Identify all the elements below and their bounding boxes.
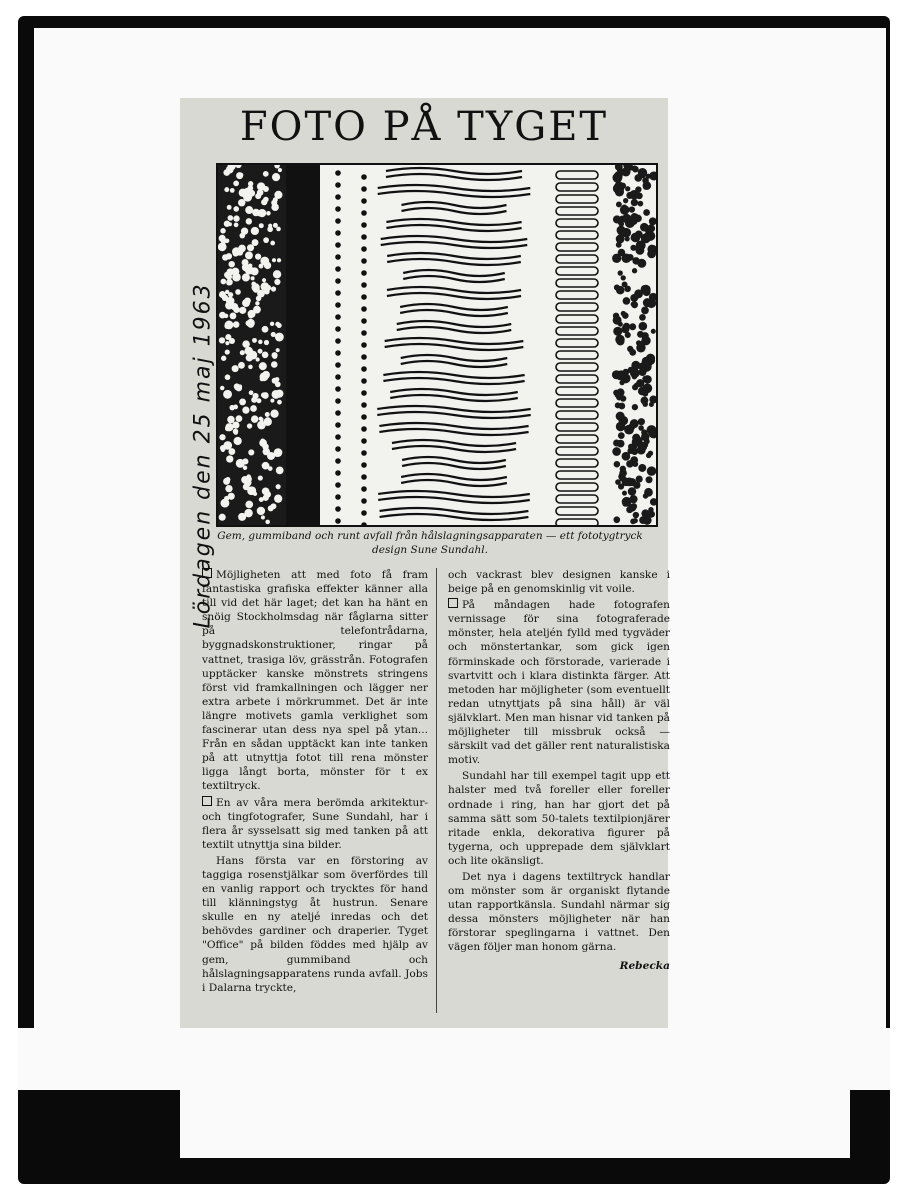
paragraph xyxy=(202,796,428,852)
tape-bottom-inner xyxy=(180,1088,850,1158)
paragraph-text: En av våra mera berömda arkitektur- och tingfotografer, Sune Sundahl, har i flera år sysselsatt sig med tanken på att textilt utnyttja sina bilder. xyxy=(202,796,428,851)
paragraph-text: På måndagen hade fotografen vernissage för sina fotograferade mönster, hela ateljén fylld med tygväder och mönstertankar, som gick igen förminskade och förstorade, varierade i svartvitt och i klara distinkta färger. Att metoden har möjligheter (som eventuellt redan utnyttjats på sina håll) är väl självklart. Men man hisnar vid tanken på möjligheter till missbruk också — särskilt vad det gäller rent naturalistiska motiv. xyxy=(448,599,670,767)
article-column-left xyxy=(202,568,428,997)
paragraph: Hans första var en förstoring av taggiga rosenstjälkar som överfördes till en vanlig rapport och trycktes för hand till klänningstyg åt hustrun. Senare skulle en ny ateljé inredas och det behövdes gardiner och draperier. Tyget "Office" på bilden föddes med hjälp av gem, gummiband och hålslagningsapparatens runda avfall. Jobs i Dalarna tryckte, xyxy=(202,854,428,994)
fabric-pattern-photo xyxy=(216,163,658,527)
fabric-pattern-image xyxy=(218,165,656,525)
paragraph: och vackrast blev designen kanske i beige på en genomskinlig vit voile. xyxy=(448,569,670,596)
headline: FOTO PÅ TYGET xyxy=(239,104,609,150)
newspaper-clipping xyxy=(180,98,668,1028)
square-bullet-icon xyxy=(202,568,212,578)
column-divider xyxy=(436,568,437,1013)
square-bullet-icon xyxy=(448,598,458,608)
tape-left xyxy=(34,28,180,1088)
handwritten-date: Lördagen den 25 maj 1963 xyxy=(190,282,216,629)
paragraph: Det nya i dagens textiltryck handlar om mönster som är organiskt flytande utan rapportkänsla. Sundahl närmar sig dessa mönsters möjligheter när han förstorar speglingarna i vattnet. Den vägen följer man honom gärna. xyxy=(448,870,670,954)
paragraph xyxy=(448,598,670,767)
author-signature: Rebecka xyxy=(619,959,670,972)
tape-bottom xyxy=(18,1028,890,1090)
paragraph: Sundahl har till exempel tagit upp ett halster med två foreller eller foreller ordnade i ring, han har gjort det på samma sätt som 50-talets textilpionjärer ritade enkla, dekorativa figurer på tygerna, och upprepade dem självklart och lite okänsligt. xyxy=(448,770,670,867)
photo-caption: Gem, gummiband och runt avfall från hålslagningsapparaten — ett fototygtryck design Sune Sundahl. xyxy=(217,530,643,556)
article-column-right xyxy=(448,568,670,973)
paragraph-text: Möjligheten att med foto få fram fantastiska grafiska effekter känner alla till vid det här laget; det kan ha hänt en snöig Stockholmsdag när fåglarna sitter på telefontrådarna, byggnadskonstruktioner, ringar på vattnet, trasiga löv, grässtrån. Fotografen upptäcker kanske mönstrets stringens först vid framkallningen och lägger ner extra arbete i mörkrummet. Det är inte längre motivets gamla verklighet som fascinerar utan dess nya spel på ytan... Från en sådan upptäckt kan inte tanken på att utnyttja fotot till rena mönster ligga långt borta, mönster för t ex textiltryck. xyxy=(202,569,428,793)
paragraph xyxy=(202,568,428,794)
square-bullet-icon xyxy=(202,796,212,806)
black-stripe xyxy=(286,165,320,525)
tape-right xyxy=(668,28,886,1088)
